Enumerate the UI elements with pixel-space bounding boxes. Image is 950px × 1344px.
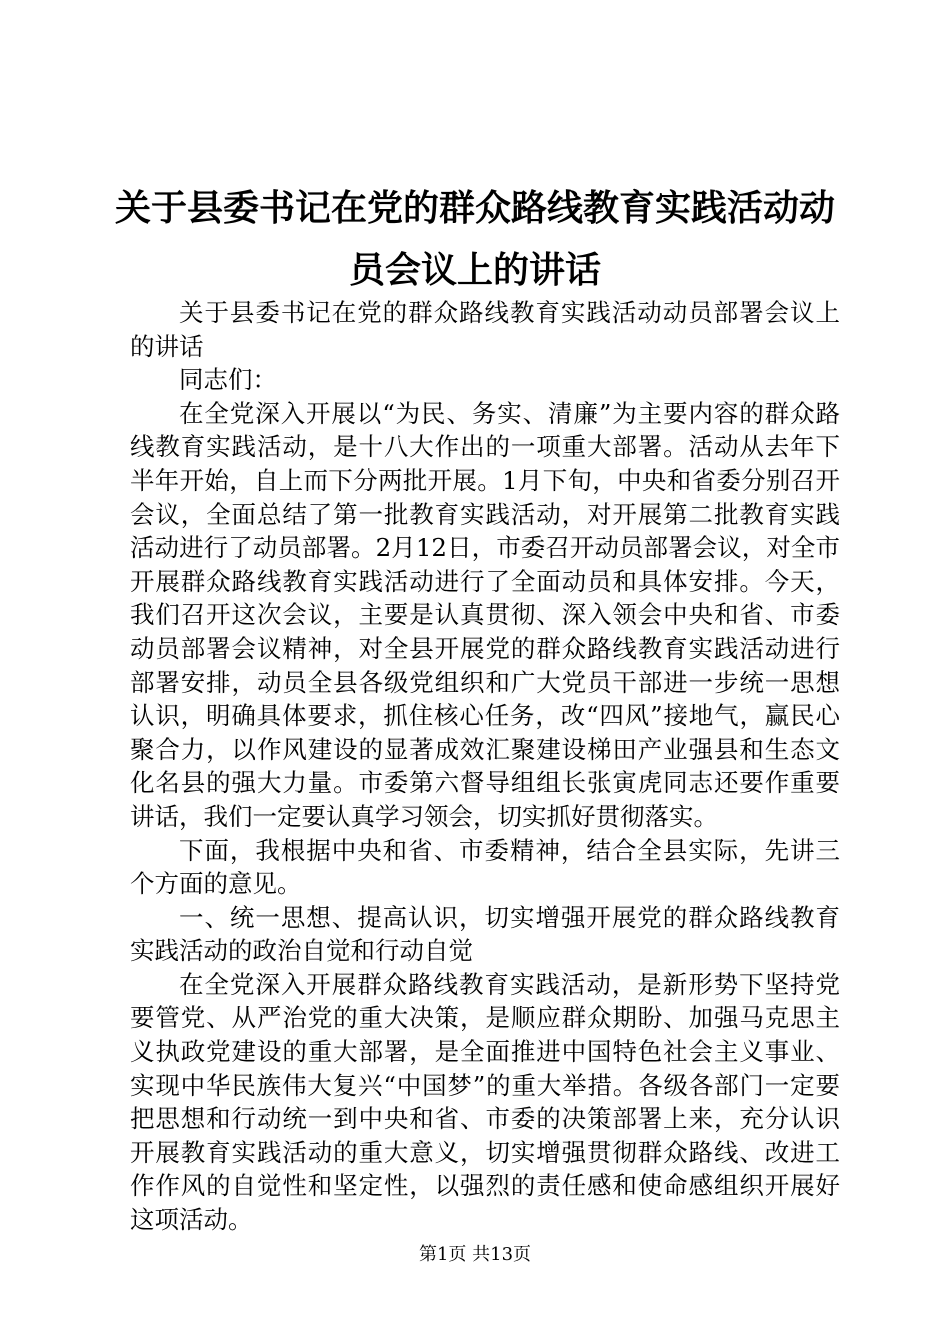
document-body	[130, 296, 840, 1237]
paragraph-section-1: 在全党深入开展群众路线教育实践活动，是新形势下坚持党要管党、从严治党的重大决策，是顺应群众期盼、加强马克思主义执政党建设的重大部署，是全面推进中国特色社会主义事业、实现中华民族伟大复兴“中国梦”的重大举措。各级各部门一定要把思想和行动统一到中央和省、市委的决策部署上来，充分认识开展教育实践活动的重大意义，切实增强贯彻群众路线、改进工作作风的自觉性和坚定性，以强烈的责任感和使命感组织开展好这项活动。	[130, 969, 840, 1235]
paragraph-subtitle: 关于县委书记在党的群众路线教育实践活动动员部署会议上的讲话	[130, 298, 840, 361]
page-footer: 第1页 共13页	[418, 1244, 532, 1265]
paragraph-salutation: 同志们：	[179, 365, 277, 395]
document-title: 关于县委书记在党的群众路线教育实践活动动员会议上的讲话	[114, 188, 835, 291]
paragraph-intro: 在全党深入开展以“为民、务实、清廉”为主要内容的群众路线教育实践活动，是十八大作出的一项重大部署。活动从去年下半年开始，自上而下分两批开展。1月下旬，中央和省委分别召开会议，全面总结了第一批教育实践活动，对开展第二批教育实践活动进行了动员部署。2月12日，市委召开动员部署会议，对全市开展群众路线教育实践活动进行了全面动员和具体安排。今天，我们召开这次会议，主要是认真贯彻、深入领会中央和省、市委动员部署会议精神，对全县开展党的群众路线教育实践活动进行部署安排，动员全县各级党组织和广大党员干部进一步统一思想认识，明确具体要求，抓住核心任务，改“四风”接地气，赢民心聚合力，以作风建设的显著成效汇聚建设梯田产业强县和生态文化名县的强大力量。市委第六督导组组长张寅虎同志还要作重要讲话，我们一定要认真学习领会，切实抓好贯彻落实。	[130, 398, 840, 831]
section-heading-1: 一、统一思想、提高认识，切实增强开展党的群众路线教育实践活动的政治自觉和行动自觉	[130, 902, 840, 966]
paragraph-outline: 下面，我根据中央和省、市委精神，结合全县实际，先讲三个方面的意见。	[130, 835, 840, 899]
